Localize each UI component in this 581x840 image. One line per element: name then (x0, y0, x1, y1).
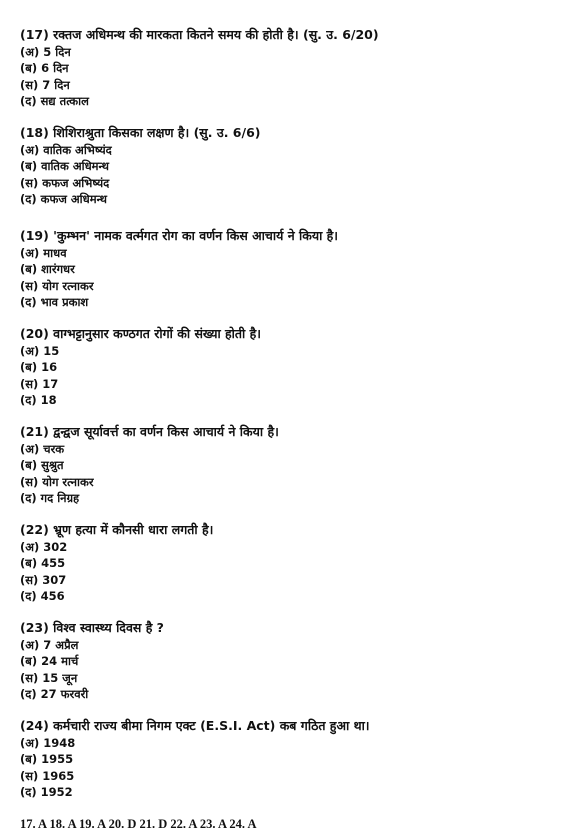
option-a: (अ) वातिक अभिष्यंद (20, 142, 112, 157)
option-c: (स) 7 दिन (20, 77, 70, 92)
option-c: (स) योग रत्नाकर (20, 278, 94, 293)
option-b: (ब) 24 मार्च (20, 654, 79, 668)
option-d: (द) गद निग्रह (20, 491, 80, 505)
option-d: (द) भाव प्रकाश (20, 295, 89, 309)
option-b: (ब) शारंगधर (20, 262, 75, 276)
option-b: (ब) 455 (20, 556, 66, 570)
option-c: (स) 307 (20, 572, 67, 587)
option-d: (द) 456 (20, 589, 65, 603)
option-a: (अ) 1948 (20, 735, 76, 750)
option-c: (स) योग रत्नाकर (20, 474, 94, 489)
question-18 (20, 125, 570, 208)
question-text: (23) विश्व स्वास्थ्य दिवस है ? (20, 620, 164, 635)
option-b: (ब) 1955 (20, 752, 74, 766)
option-b: (ब) 6 दिन (20, 61, 69, 75)
option-b: (ब) 16 (20, 360, 58, 374)
option-d: (द) 1952 (20, 785, 73, 799)
option-a: (अ) 302 (20, 539, 68, 554)
question-text: (18) शिशिराश्रुता किसका लक्षण है। (सु. उ. 6/6) (20, 125, 261, 140)
option-b: (ब) वातिक अधिमन्थ (20, 159, 109, 173)
option-b: (ब) सुश्रुत (20, 458, 64, 472)
question-23 (20, 620, 570, 703)
question-text: (20) वाग्भट्टानुसार कण्ठगत रोगों की संख्या होती है। (20, 326, 262, 341)
question-text: (22) भ्रूण हत्या में कौनसी धारा लगती है। (20, 522, 214, 537)
option-a: (अ) 5 दिन (20, 44, 71, 59)
question-24 (20, 718, 570, 801)
question-text: (17) रक्तज अधिमन्थ की मारकता कितने समय की होती है। (सु. उ. 6/20) (20, 27, 379, 42)
question-17 (20, 27, 570, 110)
answer-key: 17. A 18. A 19. A 20. D 21. D 22. A 23. A 24. A (20, 817, 257, 831)
option-a: (अ) 15 (20, 343, 60, 358)
question-text: (19) 'कुम्भन' नामक वर्त्मगत रोग का वर्णन किस आचार्य ने किया है। (20, 228, 339, 243)
question-text: (21) द्वन्द्वज सूर्यावर्त्त का वर्णन किस आचार्य ने किया है। (20, 424, 279, 439)
question-19 (20, 228, 570, 311)
option-a: (अ) चरक (20, 441, 65, 456)
option-c: (स) 15 जून (20, 670, 78, 685)
option-c: (स) 1965 (20, 768, 75, 783)
option-c: (स) कफज अभिष्यंद (20, 175, 110, 190)
option-d: (द) 27 फरवरी (20, 687, 89, 701)
option-d: (द) 18 (20, 393, 57, 407)
question-20 (20, 326, 570, 409)
option-c: (स) 17 (20, 376, 59, 391)
question-22 (20, 522, 570, 605)
option-d: (द) सद्य तत्काल (20, 94, 89, 108)
option-a: (अ) 7 अप्रैल (20, 637, 79, 652)
question-21 (20, 424, 570, 507)
option-d: (द) कफज अधिमन्थ (20, 192, 107, 206)
option-a: (अ) माधव (20, 245, 67, 260)
question-text: (24) कर्मचारी राज्य बीमा निगम एक्ट (E.S.I. Act) कब गठित हुआ था। (20, 718, 370, 733)
